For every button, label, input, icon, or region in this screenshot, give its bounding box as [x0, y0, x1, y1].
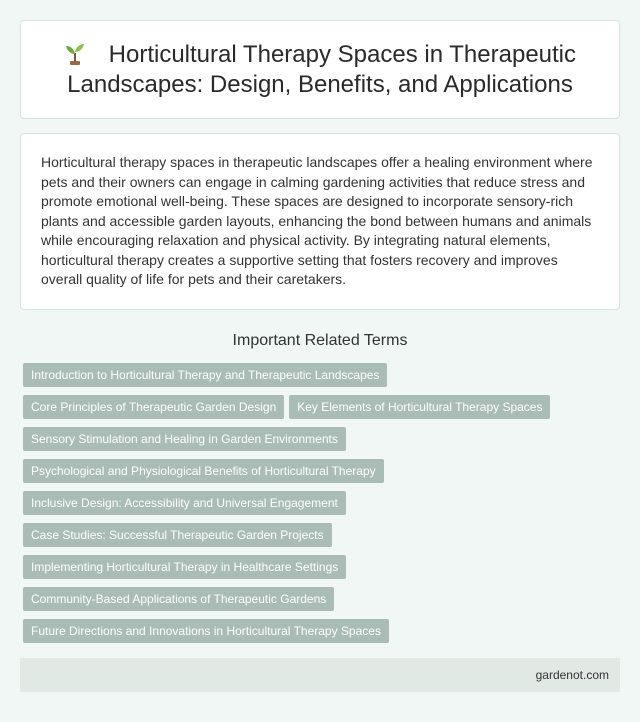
term-tag[interactable]: Inclusive Design: Accessibility and Universal Engagement [23, 491, 346, 515]
intro-paragraph: Horticultural therapy spaces in therapeutic landscapes offer a healing environment where pets and their owners can engage in calming gardening activities that reduce stress and promote emotional well-being. These spaces are designed to incorporate sensory-rich plants and accessible garden layouts, enhancing the bond between humans and animals while encouraging relaxation and physical activity. By integrating natural elements, horticultural therapy creates a supportive setting that fosters recovery and improves overall quality of life for pets and their caretakers. [41, 154, 593, 287]
term-tag[interactable]: Introduction to Horticultural Therapy and Therapeutic Landscapes [23, 363, 387, 387]
term-tag[interactable]: Sensory Stimulation and Healing in Garden Environments [23, 427, 346, 451]
sprout-icon [64, 41, 93, 68]
term-tag[interactable]: Case Studies: Successful Therapeutic Garden Projects [23, 523, 332, 547]
related-terms-heading: Important Related Terms [232, 332, 408, 349]
term-tag[interactable]: Implementing Horticultural Therapy in Healthcare Settings [23, 555, 346, 579]
intro-card [20, 133, 620, 310]
term-tag[interactable]: Psychological and Physiological Benefits of Horticultural Therapy [23, 459, 384, 483]
term-tag[interactable]: Core Principles of Therapeutic Garden Design [23, 395, 284, 419]
title-card [20, 20, 620, 119]
related-terms-list [20, 363, 613, 651]
term-tag[interactable]: Key Elements of Horticultural Therapy Spaces [289, 395, 550, 419]
footer-site-link[interactable]: gardenot.com [535, 668, 609, 682]
term-tag[interactable]: Community-Based Applications of Therapeutic Gardens [23, 587, 334, 611]
page-title [51, 40, 589, 100]
footer [20, 658, 620, 692]
title-text: Horticultural Therapy Spaces in Therapeutic Landscapes: Design, Benefits, and Applications [67, 40, 577, 98]
term-tag[interactable]: Future Directions and Innovations in Horticultural Therapy Spaces [23, 619, 389, 643]
